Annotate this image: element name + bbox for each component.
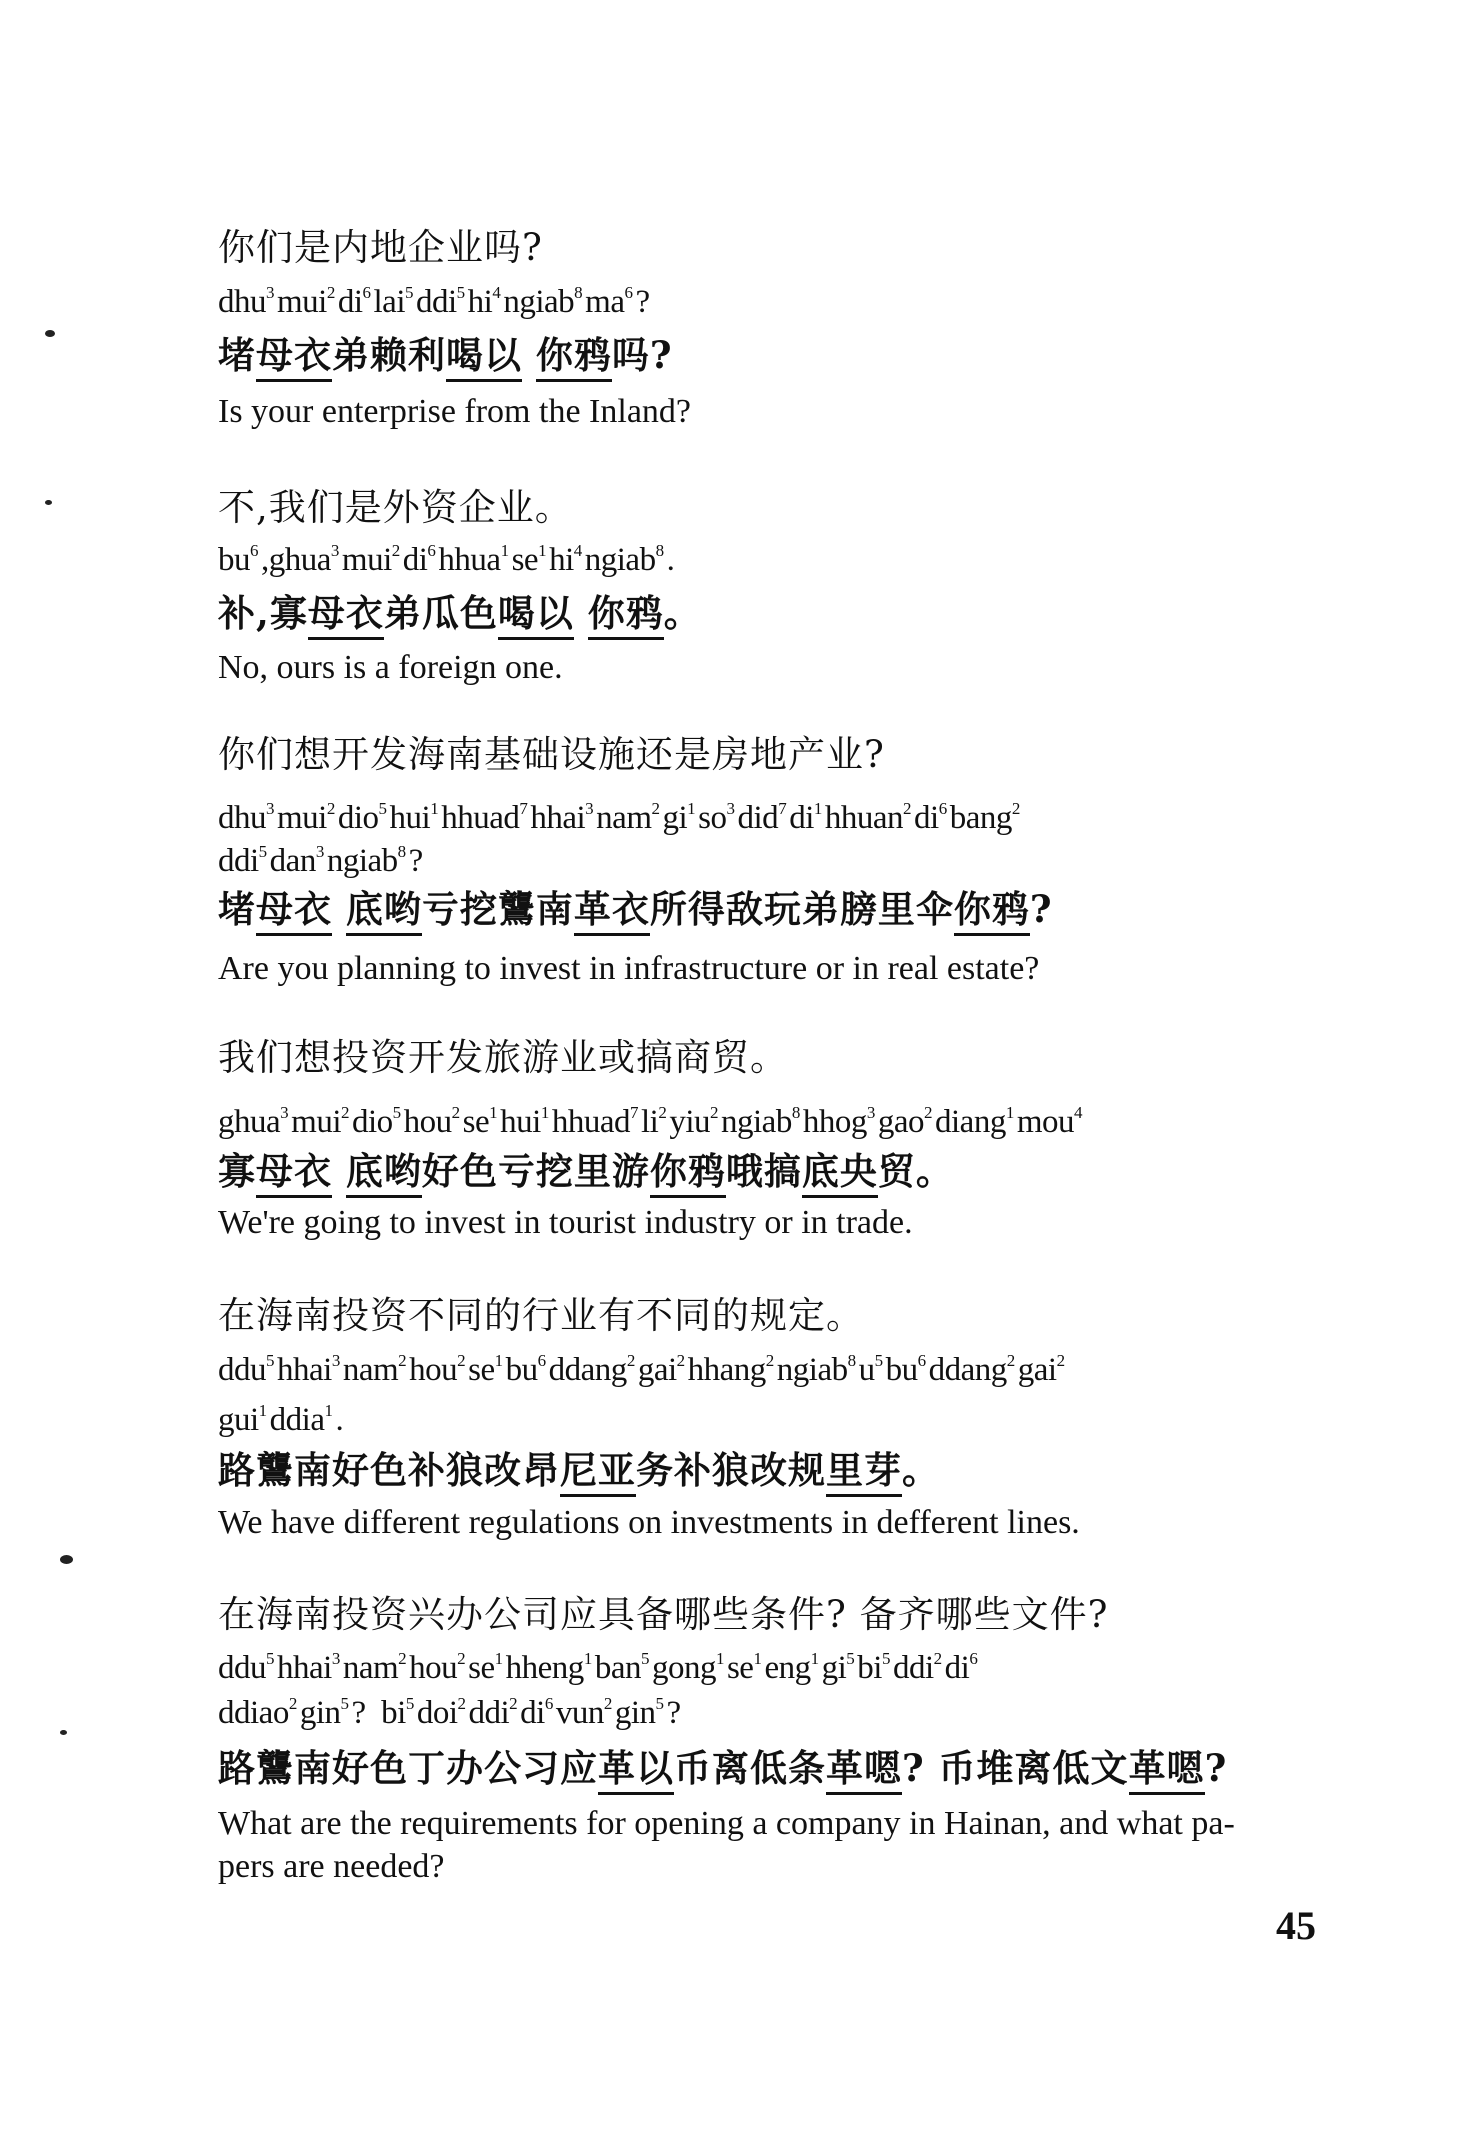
syllable: gui$^1$	[218, 1401, 267, 1438]
syllable: ban$^5$	[594, 1649, 649, 1686]
syllable: ghua$^3$	[218, 1103, 289, 1140]
underlined-segment: 喝以	[498, 591, 574, 640]
syllable: mui$^2$	[291, 1103, 349, 1140]
tone-number: 6	[544, 1694, 553, 1713]
tone-number: 2	[1056, 1351, 1065, 1370]
tone-number: 5	[874, 1351, 883, 1370]
tone-number: 5	[340, 1694, 349, 1713]
tone-number: 4	[492, 283, 501, 302]
tone-number: 3	[866, 1103, 875, 1122]
text-segment	[574, 591, 588, 635]
syllable: eng$^1$	[764, 1649, 819, 1686]
text-segment: 路鸗南好色补狼改昂	[218, 1448, 560, 1492]
tone-number: 3	[331, 1649, 340, 1668]
syllable: .	[335, 1402, 351, 1438]
syllable: mui$^2$	[341, 541, 400, 578]
mandarin-sentence: 在海南投资不同的行业有不同的规定。	[218, 1294, 864, 1337]
tone-number: 3	[266, 799, 274, 818]
syllable: ngiab$^8$	[326, 842, 406, 879]
underlined-segment: 母衣	[256, 333, 332, 382]
syllable: ?	[351, 1695, 374, 1731]
tone-number: 3	[726, 799, 735, 818]
tone-number: 2	[391, 541, 400, 560]
tone-number: 3	[315, 842, 324, 861]
tone-number: 2	[626, 1351, 635, 1370]
syllable: ,ghua$^3$	[261, 541, 339, 578]
tone-number: 1	[540, 1103, 549, 1122]
underlined-segment: 你鸦	[954, 887, 1030, 936]
syllable: hou$^2$	[409, 1351, 466, 1388]
tone-number: 2	[451, 1103, 460, 1122]
syllable: hhai$^3$	[277, 1649, 340, 1686]
english-translation: We're going to invest in tourist industry or in trade.	[218, 1204, 913, 1241]
tone-number: 3	[266, 283, 274, 302]
tone-number: 5	[846, 1649, 855, 1668]
tone-number: 2	[710, 1103, 719, 1122]
tone-number: 6	[938, 799, 947, 818]
tone-number: 5	[640, 1649, 649, 1668]
tone-number: 4	[573, 541, 582, 560]
syllable: ngiab$^8$	[584, 541, 664, 578]
hainanese-transcription	[218, 586, 702, 640]
underlined-segment: 革衣	[574, 887, 650, 936]
syllable: bang$^2$	[949, 799, 1020, 836]
syllable: hhuad$^7$	[551, 1103, 638, 1140]
scan-speck	[60, 1555, 73, 1564]
tone-number: 2	[1006, 1351, 1015, 1370]
tone-number: 1	[489, 1103, 498, 1122]
text-segment: 补,寡	[218, 591, 308, 635]
text-segment: 所得敌玩弟膀里伞	[649, 887, 954, 931]
syllable: ddi$^2$	[892, 1649, 942, 1686]
tone-number: 2	[457, 1351, 466, 1370]
syllable: ddia$^1$	[269, 1401, 333, 1438]
tone-number: 3	[280, 1103, 289, 1122]
text-segment: 路鸗南好色丁办公习应	[218, 1746, 598, 1790]
romanization-line	[218, 1393, 351, 1447]
mandarin-sentence: 你们是内地企业吗?	[218, 226, 543, 269]
hainanese-transcription	[218, 882, 1053, 936]
text-segment: 堵	[218, 887, 256, 931]
syllable: hou$^2$	[409, 1649, 466, 1686]
syllable: $u^5$	[858, 1351, 883, 1388]
tone-number: 1	[715, 1649, 724, 1668]
syllable: dhu$^3$	[218, 799, 274, 836]
syllable: $di^6$	[914, 799, 947, 836]
tone-number: 2	[457, 1694, 466, 1713]
tone-number: 3	[330, 541, 339, 560]
tone-number: 1	[583, 1649, 592, 1668]
text-segment: 亏挖鸗南	[421, 887, 574, 931]
syllable: nam$^2$	[342, 1351, 407, 1388]
mandarin-sentence: 在海南投资兴办公司应具备哪些条件? 备齐哪些文件?	[218, 1593, 1109, 1636]
text-segment	[332, 1149, 346, 1193]
tone-number: 2	[765, 1351, 774, 1370]
tone-number: 4	[1074, 1103, 1082, 1122]
underlined-segment: 你鸦	[650, 1149, 726, 1198]
syllable: $gi^5$	[821, 1649, 855, 1686]
tone-number: 2	[1011, 799, 1020, 818]
tone-number: 1	[1005, 1103, 1014, 1122]
underlined-segment: 母衣	[308, 591, 384, 640]
tone-number: 6	[537, 1351, 546, 1370]
hainanese-transcription	[218, 328, 673, 382]
syllable: ddu$^5$	[218, 1351, 274, 1388]
syllable: gin$^5$	[614, 1694, 664, 1731]
tone-number: 1	[687, 799, 696, 818]
syllable: dan$^3$	[269, 842, 324, 879]
tone-number: 7	[630, 1103, 638, 1122]
underlined-segment: 母衣	[256, 887, 332, 936]
text-segment: 堵	[218, 333, 256, 377]
tone-number: 6	[969, 1649, 978, 1668]
syllable: $gi^1$	[662, 799, 696, 836]
underlined-segment: 革以	[598, 1746, 674, 1795]
romanization-line	[218, 533, 682, 587]
english-translation: What are the requirements for opening a company in Hainan, and what pa-	[218, 1805, 1235, 1842]
romanization-line	[218, 1343, 1068, 1397]
syllable: $bu^6$	[885, 1351, 926, 1388]
tone-number: 6	[250, 541, 258, 560]
syllable: ddu$^5$	[218, 1649, 274, 1686]
syllable: mui$^2$	[277, 283, 335, 320]
underlined-segment: 底哟	[346, 887, 422, 936]
text-segment: 币离低条	[674, 1746, 826, 1790]
tone-number: 2	[924, 1103, 932, 1122]
text-segment: 吗?	[611, 333, 673, 377]
mandarin-sentence: 你们想开发海南基础设施还是房地产业?	[218, 733, 885, 776]
tone-number: 8	[397, 842, 406, 861]
text-segment	[332, 887, 346, 931]
syllable: $se^1$	[511, 541, 547, 578]
syllable: nam$^2$	[596, 799, 660, 836]
syllable: nam$^2$	[342, 1649, 407, 1686]
text-segment: 务补狼改规	[636, 1448, 826, 1492]
syllable: lai$^5$	[373, 283, 413, 320]
tone-number: 7	[519, 799, 528, 818]
tone-number: 2	[341, 1103, 349, 1122]
syllable: hui$^1$	[389, 799, 439, 836]
syllable: $di^6$	[402, 541, 436, 578]
tone-number: 1	[430, 799, 439, 818]
syllable: $se^1$	[468, 1351, 503, 1388]
english-translation: pers are needed?	[218, 1848, 445, 1885]
syllable: ddi$^5$	[416, 283, 465, 320]
syllable: ddi$^2$	[468, 1694, 518, 1731]
tone-number: 6	[917, 1351, 926, 1370]
underlined-segment: 尼亚	[560, 1448, 636, 1497]
scan-speck	[45, 330, 55, 337]
tone-number: 1	[813, 799, 822, 818]
tone-number: 5	[378, 799, 387, 818]
underlined-segment: 底央	[802, 1149, 878, 1198]
syllable: hhog$^3$	[802, 1103, 875, 1140]
syllable: dio$^5$	[352, 1103, 401, 1140]
tone-number: 1	[810, 1649, 819, 1668]
tone-number: 2	[676, 1351, 685, 1370]
romanization-line	[218, 1686, 688, 1740]
tone-number: 8	[847, 1351, 856, 1370]
syllable: yiu$^2$	[669, 1103, 719, 1140]
syllable: ?	[408, 843, 431, 879]
syllable: hhua$^1$	[438, 541, 509, 578]
tone-number: 1	[538, 541, 547, 560]
underlined-segment: 里芽	[826, 1448, 902, 1497]
underlined-segment: 底哟	[346, 1149, 422, 1198]
syllable: $hi^4$	[549, 541, 582, 578]
syllable: $se^1$	[468, 1649, 503, 1686]
syllable: ngiab$^8$	[776, 1351, 856, 1388]
syllable: dhu$^3$	[218, 283, 274, 320]
syllable: $li^2$	[641, 1103, 667, 1140]
syllable: did$^7$	[737, 799, 787, 836]
romanization-line	[218, 275, 657, 329]
syllable: $so^3$	[698, 799, 735, 836]
syllable: diang$^1$	[935, 1103, 1014, 1140]
syllable: doi$^2$	[416, 1694, 466, 1731]
tone-number: 2	[326, 283, 335, 302]
syllable: $se^1$	[726, 1649, 762, 1686]
tone-number: 6	[362, 283, 371, 302]
syllable: hhai$^3$	[277, 1351, 340, 1388]
text-segment: 。	[902, 1448, 940, 1492]
tone-number: 5	[456, 283, 465, 302]
mandarin-sentence: 不,我们是外资企业。	[218, 486, 573, 529]
underlined-segment: 你鸦	[588, 591, 664, 640]
tone-number: 5	[266, 1649, 274, 1668]
tone-number: 6	[624, 283, 633, 302]
syllable: hhang$^2$	[687, 1351, 774, 1388]
syllable: $di^6$	[520, 1694, 553, 1731]
syllable: gai$^2$	[1017, 1351, 1065, 1388]
text-segment: ?	[1029, 887, 1053, 931]
hainanese-transcription	[218, 1741, 1227, 1795]
syllable: vun$^2$	[555, 1694, 612, 1731]
syllable: ?	[666, 1695, 689, 1731]
tone-number: 1	[500, 541, 509, 560]
syllable	[373, 1695, 381, 1731]
underlined-segment: 喝以	[446, 333, 522, 382]
tone-number: 7	[778, 799, 787, 818]
romanization-line	[218, 1095, 1085, 1149]
syllable: gai$^2$	[637, 1351, 685, 1388]
syllable: gong$^1$	[651, 1649, 724, 1686]
english-translation: Are you planning to invest in infrastructure or in real estate?	[218, 950, 1040, 987]
syllable: $ma^6$	[585, 283, 633, 320]
syllable: hui$^1$	[500, 1103, 549, 1140]
text-segment: 。	[663, 591, 702, 635]
syllable: dio$^5$	[337, 799, 387, 836]
english-translation: No, ours is a foreign one.	[218, 649, 563, 686]
romanization-line	[218, 834, 431, 888]
syllable: gin$^5$	[299, 1694, 349, 1731]
tone-number: 2	[509, 1694, 518, 1713]
tone-number: 3	[585, 799, 594, 818]
tone-number: 2	[933, 1649, 942, 1668]
hainanese-transcription	[218, 1443, 940, 1497]
syllable: gao$^2$	[877, 1103, 932, 1140]
tone-number: 8	[791, 1103, 800, 1122]
tone-number: 5	[881, 1649, 890, 1668]
underlined-segment: 母衣	[256, 1149, 332, 1198]
syllable: ngiab$^8$	[503, 283, 583, 320]
syllable: ngiab$^8$	[721, 1103, 800, 1140]
text-segment: ?	[1204, 1746, 1228, 1790]
text-segment: 弟瓜色	[383, 591, 498, 635]
text-segment: 哦搞	[725, 1149, 802, 1193]
tone-number: 1	[494, 1351, 503, 1370]
tone-number: 5	[405, 283, 413, 302]
scan-speck	[45, 500, 52, 505]
syllable: $hi^4$	[467, 283, 501, 320]
tone-number: 2	[326, 799, 335, 818]
text-segment: 好色亏挖里游	[421, 1149, 650, 1193]
syllable: hhuad$^7$	[441, 799, 528, 836]
syllable: .	[666, 542, 683, 578]
syllable: $bu^6$	[505, 1351, 546, 1388]
syllable: $di^6$	[944, 1649, 978, 1686]
syllable: hhuan$^2$	[824, 799, 912, 836]
syllable: ddang$^2$	[928, 1351, 1015, 1388]
syllable: $bi^5$	[857, 1649, 890, 1686]
text-segment: 寡	[218, 1149, 256, 1193]
tone-number: 1	[258, 1401, 267, 1420]
tone-number: 1	[324, 1401, 333, 1420]
text-segment: ? 币堆离低文	[902, 1746, 1129, 1790]
syllable: $di^1$	[789, 799, 822, 836]
english-translation: Is your enterprise from the Inland?	[218, 393, 691, 430]
tone-number: 1	[494, 1649, 503, 1668]
underlined-segment: 你鸦	[536, 333, 612, 382]
tone-number: 5	[655, 1694, 664, 1713]
syllable: $bi^5$	[381, 1694, 414, 1731]
tone-number: 6	[427, 541, 436, 560]
text-segment: 贸。	[877, 1149, 954, 1193]
tone-number: 2	[651, 799, 660, 818]
text-segment: 弟赖利	[332, 333, 446, 377]
mandarin-sentence: 我们想投资开发旅游业或搞商贸。	[218, 1036, 788, 1079]
syllable: hheng$^1$	[505, 1649, 592, 1686]
syllable: ddang$^2$	[548, 1351, 635, 1388]
tone-number: 2	[398, 1649, 407, 1668]
tone-number: 2	[658, 1103, 667, 1122]
syllable: hhai$^3$	[530, 799, 594, 836]
syllable: $se^1$	[462, 1103, 498, 1140]
syllable: mou$^4$	[1016, 1103, 1082, 1140]
page-number: 45	[1276, 1903, 1316, 1948]
syllable: ddiao$^2$	[218, 1694, 297, 1731]
english-translation: We have different regulations on investments in defferent lines.	[218, 1504, 1080, 1541]
tone-number: 3	[331, 1351, 340, 1370]
tone-number: 2	[603, 1694, 612, 1713]
syllable: ddi$^5$	[218, 842, 267, 879]
tone-number: 8	[574, 283, 583, 302]
tone-number: 5	[405, 1694, 414, 1713]
syllable: ?	[635, 284, 658, 320]
tone-number: 2	[398, 1351, 407, 1370]
tone-number: 2	[288, 1694, 297, 1713]
tone-number: 5	[258, 842, 267, 861]
syllable: $bu^6$	[218, 541, 258, 578]
underlined-segment: 革嗯	[826, 1746, 902, 1795]
hainanese-transcription	[218, 1144, 954, 1198]
tone-number: 1	[753, 1649, 762, 1668]
scan-speck	[60, 1730, 67, 1735]
tone-number: 2	[457, 1649, 466, 1668]
tone-number: 2	[903, 799, 912, 818]
syllable: $di^6$	[337, 283, 371, 320]
syllable: hou$^2$	[403, 1103, 460, 1140]
tone-number: 8	[655, 541, 664, 560]
tone-number: 5	[392, 1103, 401, 1122]
text-segment	[522, 333, 536, 377]
syllable: mui$^2$	[277, 799, 335, 836]
underlined-segment: 革嗯	[1129, 1746, 1205, 1795]
tone-number: 5	[266, 1351, 274, 1370]
